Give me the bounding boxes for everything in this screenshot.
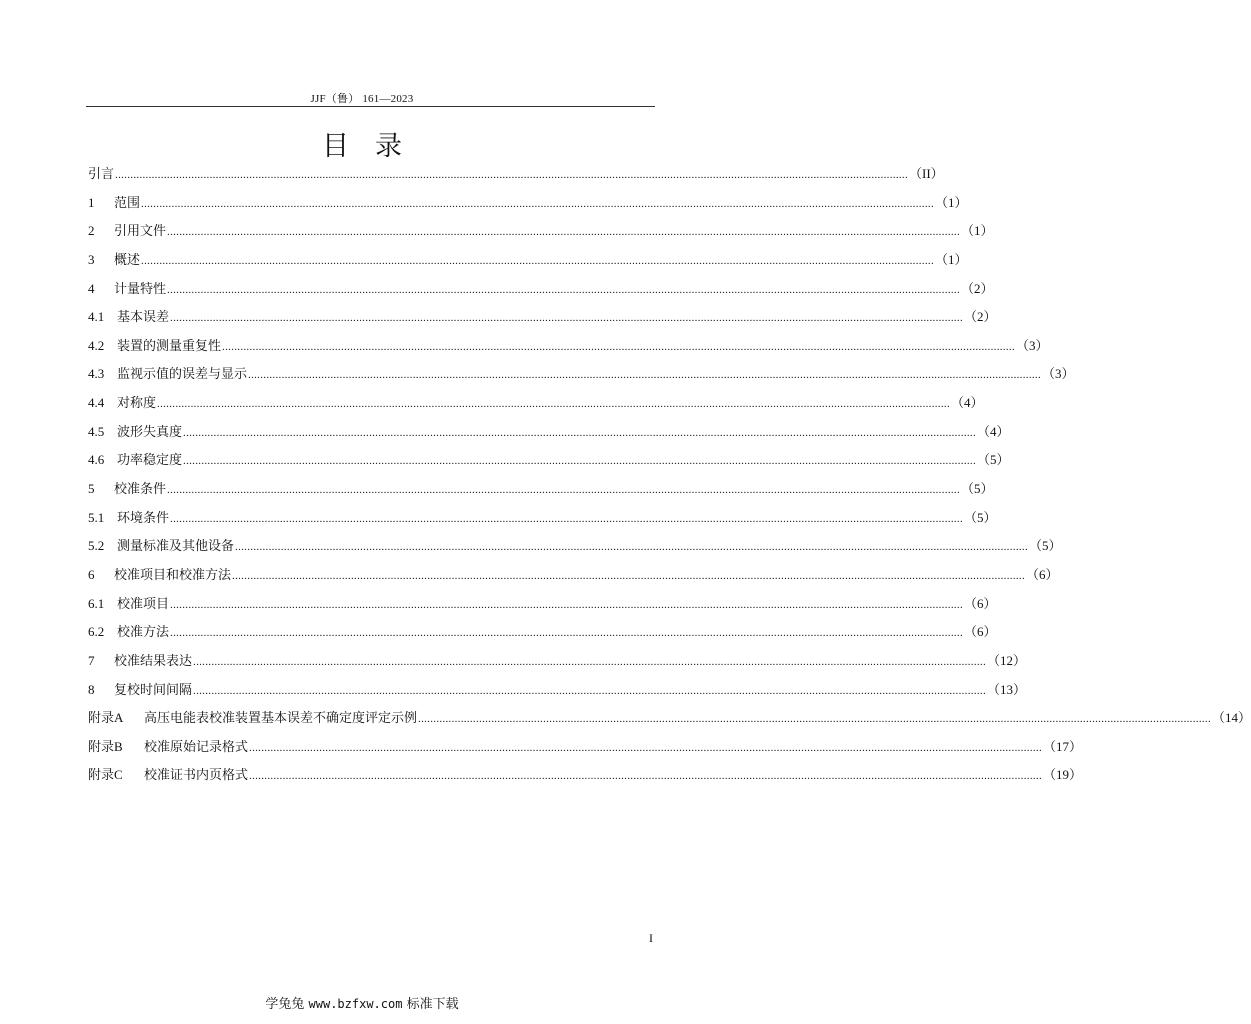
toc-entry-label (88, 590, 169, 619)
toc-entry-title: 校准项目和校准方法 (114, 566, 232, 582)
toc-entry-title: 校准条件 (114, 481, 167, 497)
toc-dot-leader: .................................................................................................................................................................................................................................................................... (232, 569, 1026, 582)
toc-dot-leader: .................................................................................................................................................................................................................................................................... (170, 312, 964, 325)
toc-entry-label (88, 332, 221, 361)
toc-dot-leader: .................................................................................................................................................................................................................................................................... (249, 741, 1043, 754)
toc-entry-number: 3 (88, 251, 95, 267)
toc-dot-leader: .................................................................................................................................................................................................................................................................... (193, 655, 987, 668)
toc-entry-number: 4.4 (88, 395, 105, 411)
toc-entry-title: 校准结果表达 (114, 652, 193, 668)
toc-entry[interactable] (88, 332, 1049, 361)
toc-entry-title: 波形失真度 (117, 423, 183, 439)
toc-dot-leader: .................................................................................................................................................................................................................................................................... (249, 770, 1043, 783)
toc-entry-title: 测量标准及其他设备 (117, 538, 235, 554)
toc-entry-number: 8 (88, 681, 95, 697)
toc-entry-title: 引言 (88, 166, 115, 181)
toc-entry-page: （17） (1043, 738, 1083, 754)
toc-dot-leader: .................................................................................................................................................................................................................................................................... (167, 283, 961, 296)
toc-entry-title: 校准证书内页格式 (144, 767, 249, 783)
toc-entry-page: （1） (935, 251, 968, 267)
toc-entry-number: 5.2 (88, 538, 105, 554)
toc-entry[interactable] (88, 618, 997, 647)
toc-entry-title: 校准方法 (117, 624, 170, 640)
toc-entry[interactable] (88, 418, 1010, 447)
toc-dot-leader: .................................................................................................................................................................................................................................................................... (222, 340, 1016, 353)
toc-entry-title: 复校时间间隔 (114, 681, 193, 697)
toc-dot-leader: .................................................................................................................................................................................................................................................................... (193, 684, 987, 697)
toc-entry[interactable] (88, 761, 1083, 790)
table-of-contents (88, 160, 1251, 790)
toc-entry-title: 对称度 (117, 395, 157, 411)
toc-entry-title: 装置的测量重复性 (117, 337, 222, 353)
toc-entry[interactable] (88, 246, 968, 275)
toc-entry-label (88, 217, 166, 246)
toc-entry-label (88, 676, 192, 705)
toc-entry-label (88, 303, 169, 332)
toc-entry-label (88, 532, 234, 561)
toc-dot-leader: .................................................................................................................................................................................................................................................................... (418, 713, 1212, 726)
toc-entry-title: 校准项目 (117, 595, 170, 611)
toc-dot-leader: .................................................................................................................................................................................................................................................................... (183, 426, 977, 439)
toc-entry-number: 附录A (88, 710, 124, 726)
toc-dot-leader: .................................................................................................................................................................................................................................................................... (157, 398, 951, 411)
toc-dot-leader: .................................................................................................................................................................................................................................................................... (235, 541, 1029, 554)
toc-dot-leader: .................................................................................................................................................................................................................................................................... (170, 512, 964, 525)
toc-entry[interactable] (88, 676, 1027, 705)
toc-entry-title: 环境条件 (117, 509, 170, 525)
toc-entry-page: （14） (1212, 710, 1251, 726)
toc-entry-number: 1 (88, 194, 95, 210)
toc-entry[interactable] (88, 446, 1010, 475)
toc-entry[interactable] (88, 561, 1059, 590)
toc-entry-page: （6） (1026, 566, 1059, 582)
toc-entry-number: 附录B (88, 738, 123, 754)
toc-entry-page: （5） (964, 509, 997, 525)
toc-entry-number: 4.1 (88, 309, 105, 325)
toc-entry-label (88, 618, 169, 647)
header-divider (86, 106, 655, 107)
toc-entry-title: 引用文件 (114, 223, 167, 239)
page-title: 目录 (322, 131, 428, 162)
toc-entry-page: （6） (964, 624, 997, 640)
toc-entry-title: 范围 (114, 194, 141, 210)
toc-entry-label (88, 561, 231, 590)
toc-entry[interactable] (88, 733, 1083, 762)
toc-entry-page: （1） (935, 194, 968, 210)
toc-entry-label (88, 246, 140, 275)
toc-entry[interactable] (88, 504, 997, 533)
toc-entry-page: （5） (977, 452, 1010, 468)
toc-entry-page: （19） (1043, 767, 1083, 783)
toc-entry[interactable] (88, 303, 997, 332)
toc-entry[interactable] (88, 532, 1062, 561)
toc-entry[interactable] (88, 704, 1251, 733)
footer-tagline: 标准下载 (406, 997, 459, 1012)
toc-entry-label (88, 189, 140, 218)
toc-entry-label (88, 475, 166, 504)
toc-dot-leader: .................................................................................................................................................................................................................................................................... (115, 169, 909, 181)
toc-entry-label (88, 733, 248, 762)
toc-dot-leader: .................................................................................................................................................................................................................................................................... (170, 627, 964, 640)
toc-entry-page: （5） (1029, 538, 1062, 554)
toc-entry-number: 5.1 (88, 509, 105, 525)
toc-entry-page: （6） (964, 595, 997, 611)
toc-entry-page: （13） (987, 681, 1027, 697)
toc-entry[interactable] (88, 360, 1075, 389)
page-number: I (649, 931, 653, 945)
toc-entry-number: 6.2 (88, 624, 105, 640)
toc-entry-title: 监视示值的误差与显示 (117, 366, 248, 382)
toc-entry-label (88, 647, 192, 676)
toc-entry[interactable] (88, 160, 944, 189)
toc-entry-label (88, 360, 247, 389)
toc-entry[interactable] (88, 647, 1027, 676)
toc-entry-title: 概述 (114, 251, 141, 267)
running-header: JJF（鲁） 161—2023 (310, 93, 414, 105)
toc-entry-number: 4.5 (88, 423, 105, 439)
toc-entry[interactable] (88, 275, 994, 304)
toc-entry-page: （5） (961, 481, 994, 497)
toc-entry-label (88, 389, 156, 418)
toc-entry-page: （II） (909, 166, 944, 181)
toc-dot-leader: .................................................................................................................................................................................................................................................................... (248, 369, 1042, 382)
toc-entry-label (88, 761, 248, 790)
toc-entry-number: 4 (88, 280, 95, 296)
toc-entry-number: 4.2 (88, 337, 105, 353)
toc-entry-number: 5 (88, 481, 95, 497)
toc-entry-label (88, 704, 417, 733)
toc-entry-number: 附录C (88, 767, 123, 783)
toc-entry-label (88, 446, 182, 475)
toc-entry-label (88, 504, 169, 533)
toc-entry[interactable] (88, 389, 984, 418)
toc-entry-number: 6 (88, 566, 95, 582)
toc-entry-label (88, 160, 114, 189)
toc-entry-number: 2 (88, 223, 95, 239)
toc-dot-leader: .................................................................................................................................................................................................................................................................... (141, 254, 935, 267)
toc-entry-page: （4） (951, 395, 984, 411)
toc-entry-page: （2） (961, 280, 994, 296)
toc-entry-number: 4.3 (88, 366, 105, 382)
toc-entry-label (88, 275, 166, 304)
footer-brand: 学兔兔 (265, 997, 305, 1012)
toc-entry-number: 6.1 (88, 595, 105, 611)
toc-entry-page: （4） (977, 423, 1010, 439)
toc-dot-leader: .................................................................................................................................................................................................................................................................... (170, 598, 964, 611)
toc-dot-leader: .................................................................................................................................................................................................................................................................... (167, 484, 961, 497)
toc-entry-page: （3） (1042, 366, 1075, 382)
toc-entry-page: （2） (964, 309, 997, 325)
toc-entry-title: 基本误差 (117, 309, 170, 325)
toc-entry-title: 功率稳定度 (117, 452, 183, 468)
toc-entry-title: 高压电能表校准装置基本误差不确定度评定示例 (144, 710, 418, 726)
toc-entry-page: （12） (987, 652, 1027, 668)
toc-entry[interactable] (88, 217, 994, 246)
toc-dot-leader: .................................................................................................................................................................................................................................................................... (167, 226, 961, 239)
toc-entry-title: 计量特性 (114, 280, 167, 296)
toc-entry[interactable] (88, 475, 994, 504)
toc-entry-label (88, 418, 182, 447)
toc-entry-number: 7 (88, 652, 95, 668)
toc-entry[interactable] (88, 590, 997, 619)
toc-dot-leader: .................................................................................................................................................................................................................................................................... (141, 197, 935, 210)
toc-entry-title: 校准原始记录格式 (144, 738, 249, 754)
footer-watermark (0, 993, 724, 1012)
toc-entry[interactable] (88, 189, 968, 218)
toc-entry-number: 4.6 (88, 452, 105, 468)
footer-url[interactable]: www.bzfxw.com (308, 997, 403, 1011)
toc-entry-page: （3） (1016, 337, 1049, 353)
toc-dot-leader: .................................................................................................................................................................................................................................................................... (183, 455, 977, 468)
toc-entry-page: （1） (961, 223, 994, 239)
